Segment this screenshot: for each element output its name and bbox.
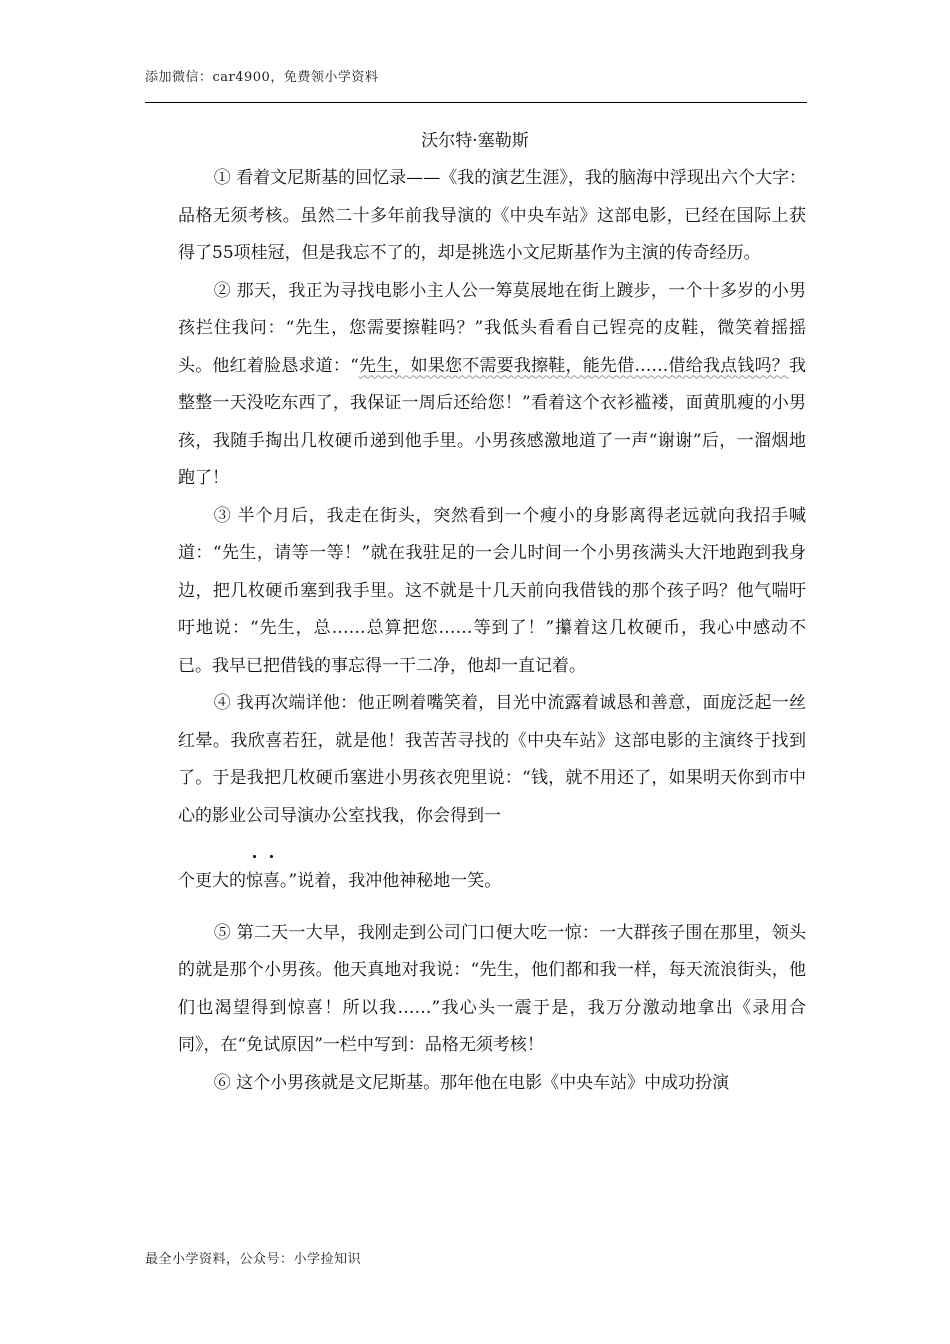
paragraph-4-tail-start: 个更大的 xyxy=(178,871,246,891)
paragraph-4-tail-end: 。”说着，我冲他神秘地一笑。 xyxy=(280,871,502,891)
paragraph-2-start: ② 那天，我正为寻找电影小主人公一筹莫展地在街上踱步，一个十多岁的小男孩拦住我问：“先生，您需要擦鞋吗？”我低头看看自己锃亮的皮鞋，微笑着摇摇头。他红着脸恳求道：“ xyxy=(178,280,806,376)
emphasis-dot-char-2: 喜 xyxy=(263,863,280,901)
header-note: 添加微信：car4900，免费领小学资料 xyxy=(145,70,379,85)
paragraph-5: ⑤ 第二天一大早，我刚走到公司门口便大吃一惊：一大群孩子围在那里，领头的就是那个小男孩。他天真地对我说：“先生，他们都和我一样，每天流浪街头，他们也渴望得到惊喜！所以我……”我心头一震于是，我万分激动地拿出《录用合同》，在“免试原因”一栏中写到：品格无须考核！ xyxy=(178,922,806,1055)
paragraph-2 xyxy=(178,273,806,498)
paragraph-3: ③ 半个月后，我走在街头，突然看到一个瘦小的身影离得老远就向我招手喊道：“先生，请等一等！”就在我驻足的一会儿时间一个小男孩满头大汗地跑到我身边，把几枚硬币塞到我手里。这不就是十几天前向我借钱的那个孩子吗？他气喘吁吁地说：“先生，总……总算把您……等到了！”攥着这几枚硬币，我心中感动不已。我早已把借钱的事忘得一干二净，他却一直记着。 xyxy=(178,505,806,676)
paragraph-4-main: ④ 我再次端详他：他正咧着嘴笑着，目光中流露着诚恳和善意，面庞泛起一丝红晕。我欣喜若狂，就是他！我苦苦寻找的《中央车站》这部电影的主演终于找到了。于是我把几枚硬币塞进小男孩衣兜里说：“钱，就不用还了，如果明天你到市中心的影业公司导演办公室找我，你会得到一 xyxy=(178,693,806,826)
document-title: 沃尔特·塞勒斯 xyxy=(421,131,529,151)
paragraph-6: ⑥ 这个小男孩就是文尼斯基。那年他在电影《中央车站》中成功扮演 xyxy=(213,1072,730,1093)
paragraph-4 xyxy=(178,685,806,901)
paragraph-2-end: 我整整一天没吃东西了，我保证一周后还给您！”看着这个衣衫褴褛，面黄肌瘦的小男孩，我随手掏出几枚硬币递到他手里。小男孩感激地道了一声“谢谢”后，一溜烟地跑了！ xyxy=(178,355,806,488)
footer-note: 最全小学资料，公众号：小学捡知识 xyxy=(145,1252,362,1267)
paragraph-4-last-line xyxy=(178,863,806,901)
article-body xyxy=(178,160,806,1102)
wavy-underlined-sentence: 先生，如果您不需要我擦鞋，能先借……借给我点钱吗？ xyxy=(358,355,789,376)
header-divider xyxy=(145,102,807,103)
emphasis-dot-char-1: 惊 xyxy=(246,863,263,901)
paragraph-1: ① 看着文尼斯基的回忆录——《我的演艺生涯》，我的脑海中浮现出六个大字：品格无须考核。虽然二十多年前我导演的《中央车站》这部电影，已经在国际上获得了55项桂冠，但是我忘不了的，却是挑选小文尼斯基作为主演的传奇经历。 xyxy=(178,168,806,263)
